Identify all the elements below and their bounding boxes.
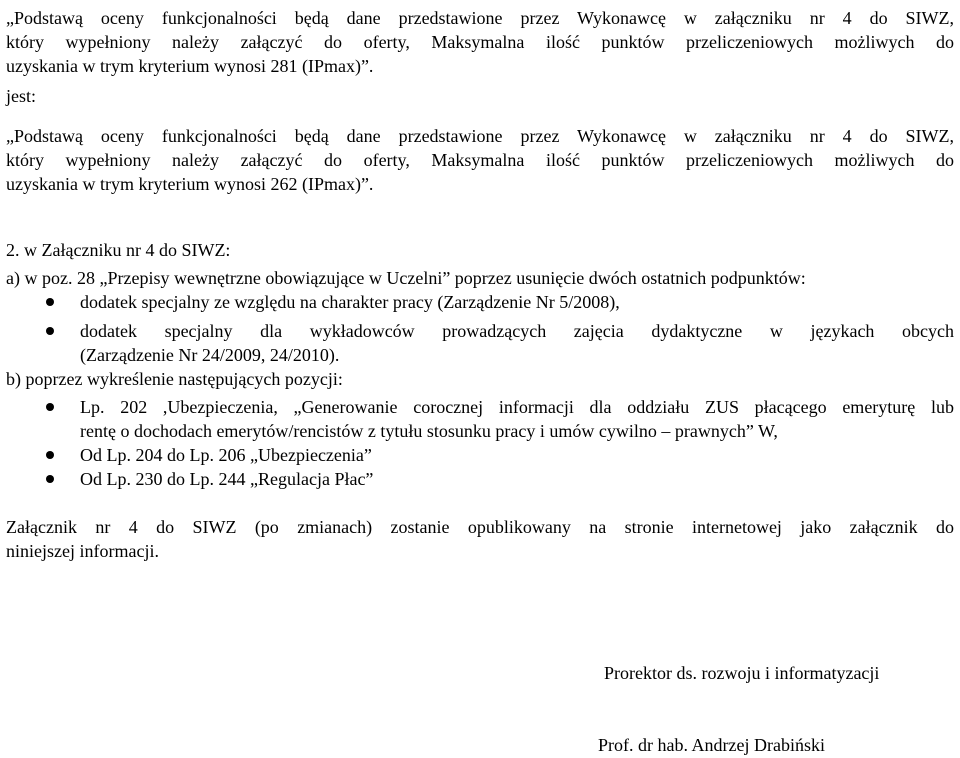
bullet-a2-line-2: (Zarządzenie Nr 24/2009, 24/2010). <box>80 345 340 365</box>
bullet-dot-icon <box>46 475 54 483</box>
list-item <box>6 319 954 367</box>
bullet-a1-line-1: dodatek specjalny ze względu na charakter pracy (Zarządzenie Nr 5/2008), <box>80 292 620 312</box>
closing-line-2: niniejszej informacji. <box>6 541 159 561</box>
item-b-text: b) poprzez wykreślenie następujących pozycji: <box>6 369 343 389</box>
list-item <box>6 290 954 314</box>
signature-name: Prof. dr hab. Andrzej Drabiński <box>598 735 825 755</box>
bullet-dot-icon <box>46 327 54 335</box>
bullet-b3-line-1: Od Lp. 230 do Lp. 244 „Regulacja Płac” <box>80 469 374 489</box>
bullet-dot-icon <box>46 298 54 306</box>
bullets-b-list <box>6 395 954 491</box>
list-item <box>6 443 954 467</box>
new-wording-line-1: „Podstawą oceny funkcjonalności będą dane przedstawione przez Wykonawcę w załączniku nr 4 do SIWZ, <box>6 126 954 146</box>
bullets-a-list <box>6 290 954 367</box>
bullet-b1-line-1: Lp. 202 ,Ubezpieczenia, „Generowanie corocznej informacji dla oddziału ZUS płacącego emeryturę lub <box>80 397 954 417</box>
bullet-b2-line-1: Od Lp. 204 do Lp. 206 „Ubezpieczenia” <box>80 445 372 465</box>
bullet-dot-icon <box>46 451 54 459</box>
document-page <box>6 6 954 563</box>
section-2-heading: 2. w Załączniku nr 4 do SIWZ: <box>6 240 231 260</box>
bullet-dot-icon <box>46 403 54 411</box>
item-a-text: a) w poz. 28 „Przepisy wewnętrzne obowiązujące w Uczelni” poprzez usunięcie dwóch ostatnich podpunktów: <box>6 268 806 288</box>
old-wording-paragraph <box>6 6 954 78</box>
closing-line-1: Załącznik nr 4 do SIWZ (po zmianach) zostanie opublikowany na stronie internetowej jako załącznik do <box>6 517 954 537</box>
list-item <box>6 395 954 443</box>
list-item <box>6 467 954 491</box>
old-wording-line-1: „Podstawą oceny funkcjonalności będą dane przedstawione przez Wykonawcę w załączniku nr 4 do SIWZ, <box>6 8 954 28</box>
new-wording-line-3: uzyskania w trym kryterium wynosi 262 (IPmax)”. <box>6 174 374 194</box>
old-wording-line-3: uzyskania w trym kryterium wynosi 281 (IPmax)”. <box>6 56 374 76</box>
signature-title: Prorektor ds. rozwoju i informatyzacji <box>604 663 880 683</box>
bullet-a2-line-1: dodatek specjalny dla wykładowców prowadzących zajęcia dydaktyczne w językach obcych <box>80 321 954 341</box>
old-wording-line-2: który wypełniony należy załączyć do oferty, Maksymalna ilość punktów przeliczeniowych możliwych do <box>6 32 954 52</box>
closing-paragraph <box>6 515 954 563</box>
jest-label: jest: <box>6 86 36 106</box>
bullet-b1-line-2: rentę o dochodach emerytów/rencistów z tytułu stosunku pracy i umów cywilno – prawnych” W, <box>80 421 778 441</box>
new-wording-paragraph <box>6 124 954 196</box>
new-wording-line-2: który wypełniony należy załączyć do oferty, Maksymalna ilość punktów przeliczeniowych możliwych do <box>6 150 954 170</box>
